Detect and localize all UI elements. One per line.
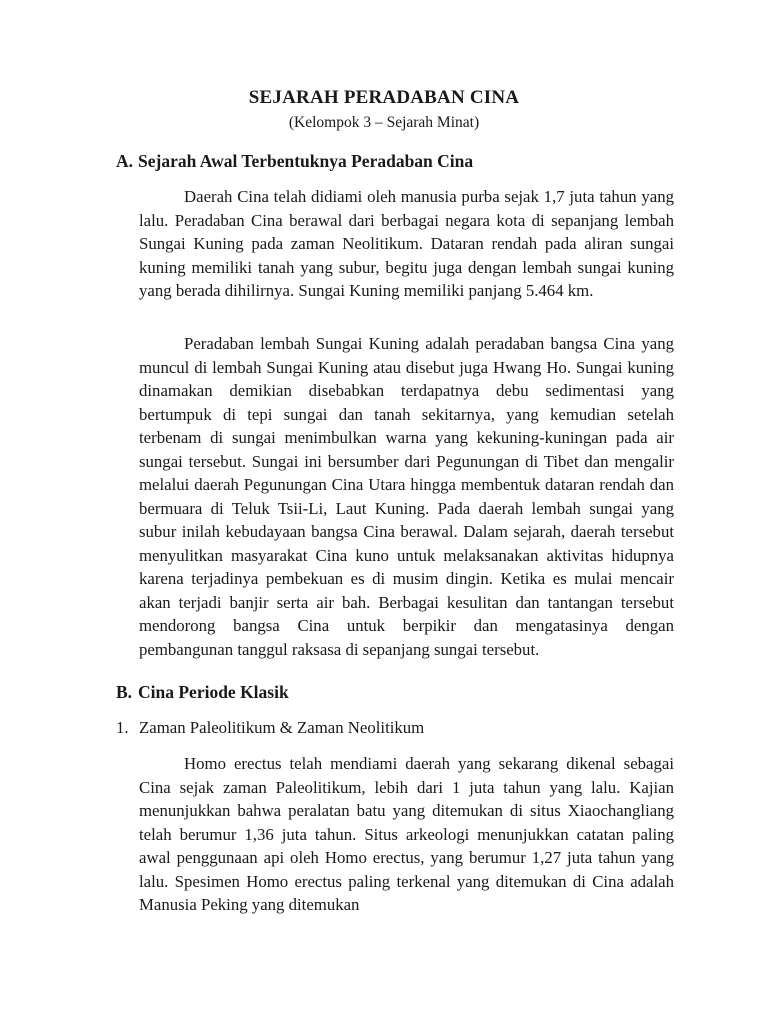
document-title: SEJARAH PERADABAN CINA — [248, 87, 520, 108]
section-b-heading — [116, 682, 289, 703]
section-a-label: A. — [116, 151, 134, 171]
section-a-heading — [116, 151, 473, 172]
item-1-number: 1. — [116, 718, 129, 737]
document-subtitle: (Kelompok 3 – Sejarah Minat) — [288, 114, 480, 131]
section-b-label: B. — [116, 682, 133, 702]
section-b-title: Cina Periode Klasik — [138, 682, 289, 702]
item-1-label: Zaman Paleolitikum & Zaman Neolitikum — [139, 718, 425, 737]
section-a-title: Sejarah Awal Terbentuknya Peradaban Cina — [138, 151, 474, 171]
section-a-paragraph-1: Daerah Cina telah didiami oleh manusia purba sejak 1,7 juta tahun yang lalu. Peradaban Cina berawal dari berbagai negara kota di sepanjang lembah Sungai Kuning pada zaman Neolitikum. Dataran rendah pada aliran sungai kuning memiliki tanah yang subur, begitu juga dengan lembah sungai kuning yang berada dihilirnya. Sungai Kuning memiliki panjang 5.464 km. — [139, 187, 674, 300]
section-a-paragraph-2: Peradaban lembah Sungai Kuning adalah peradaban bangsa Cina yang muncul di lembah Sungai Kuning atau disebut juga Hwang Ho. Sungai kuning dinamakan demikian disebabkan terdapatnya debu sedimentasi yang bertumpuk di tepi sungai dan tanah sekitarnya, yang kemudian setelah terbenam di sungai menimbulkan warna yang kekuning-kuningan pada air sungai tersebut. Sungai ini bersumber dari Pegunungan di Tibet dan mengalir melalui daerah Pegunungan Cina Utara hingga membentuk dataran rendah dan bermuara di Teluk Tsii-Li, Laut Kuning. Pada daerah lembah sungai yang subur inilah kebudayaan bangsa Cina berawal. Dalam sejarah, daerah tersebut menyulitkan masyarakat Cina kuno untuk melaksanakan aktivitas hidupnya karena terjadinya pembekuan es di musim dingin. Ketika es mulai mencair akan terjadi banjir serta air bah. Berbagai kesulitan dan tantangan tersebut mendorong bangsa Cina untuk berpikir dan mengatasinya dengan pembangunan tanggul raksasa di sepanjang sungai tersebut. — [139, 334, 674, 659]
section-b-paragraph-1: Homo erectus telah mendiami daerah yang sekarang dikenal sebagai Cina sejak zaman Paleolitikum, lebih dari 1 juta tahun yang lalu. Kajian menunjukkan bahwa peralatan batu yang ditemukan di situs Xiaochangliang telah berumur 1,36 juta tahun. Situs arkeologi menunjukkan catatan paling awal penggunaan api oleh Homo erectus, yang berumur 1,27 juta tahun yang lalu. Spesimen Homo erectus paling terkenal yang ditemukan di Cina adalah Manusia Peking yang ditemukan — [139, 754, 674, 914]
section-b-item-1 — [116, 718, 424, 738]
